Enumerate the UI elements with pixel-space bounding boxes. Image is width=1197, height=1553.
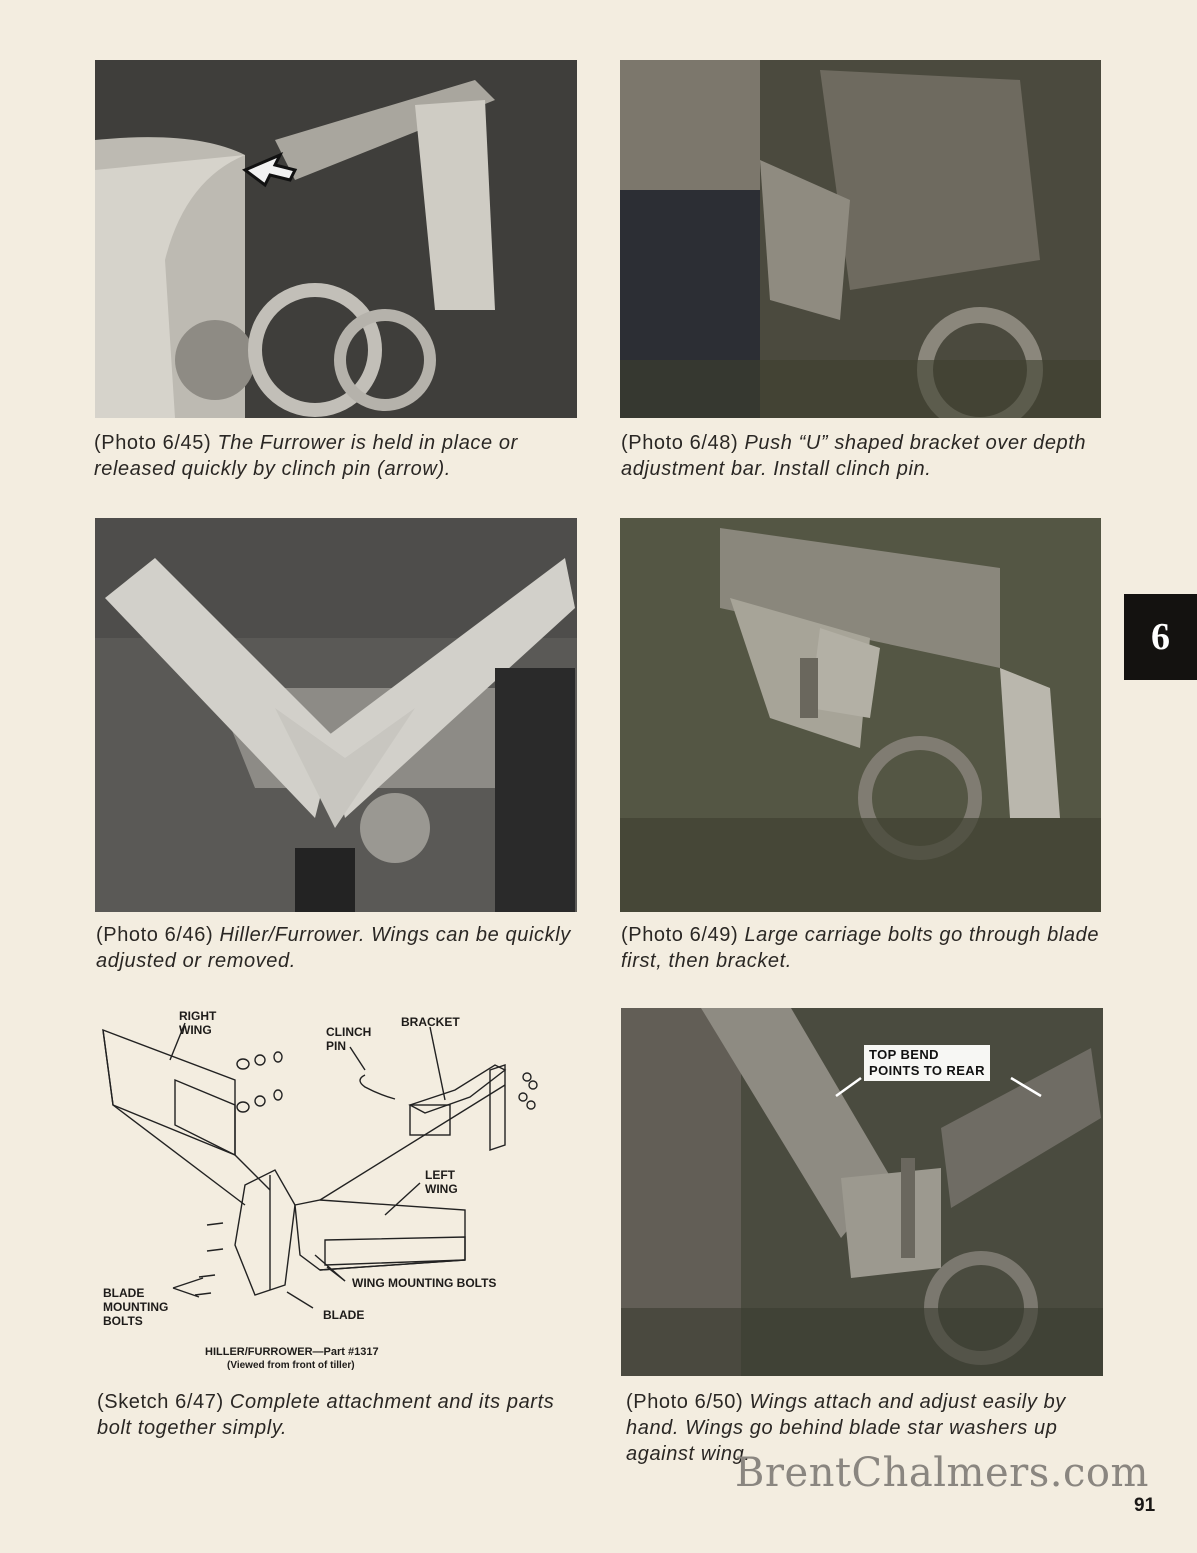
caption-ref: (Sketch 6/47) [97,1391,224,1413]
caption-text: Large carriage bolts go through blade first, then bracket. [621,924,1100,972]
photo-6-45 [95,60,577,418]
label-right-wing [179,1009,216,1037]
caption-text: Complete attachment and its parts bolt together simply. [97,1391,555,1439]
caption-photo-6-46 [96,922,580,974]
label-blade: BLADE [323,1308,365,1322]
caption-ref: (Photo 6/49) [621,924,739,946]
caption-photo-6-45 [94,430,584,482]
caption-photo-6-48 [621,430,1111,482]
caption-ref: (Photo 6/50) [626,1391,744,1413]
photo-6-50 [621,1008,1103,1376]
label-line: BOLTS [103,1314,143,1328]
label-line: CLINCH [326,1025,372,1039]
label-line: MOUNTING [103,1300,169,1314]
photo-6-48 [620,60,1101,418]
sketch-title: HILLER/FURROWER—Part #1317 [205,1346,379,1358]
caption-ref: (Photo 6/48) [621,432,739,454]
sketch-subtitle: (Viewed from front of tiller) [227,1360,355,1371]
section-tab: 6 [1124,594,1197,680]
caption-ref: (Photo 6/46) [96,924,214,946]
photo-6-46 [95,518,577,912]
caption-text: The Furrower is held in place or released quickly by clinch pin (arrow). [94,432,518,480]
label-clinch-pin [326,1025,371,1053]
label-line: RIGHT [179,1009,217,1023]
page-number: 91 [1134,1495,1156,1516]
watermark: BrentChalmers.com [735,1450,1149,1496]
label-wing-mounting-bolts: WING MOUNTING BOLTS [352,1276,497,1290]
caption-text: Hiller/Furrower. Wings can be quickly adjusted or removed. [96,924,571,972]
callout-line: POINTS TO REAR [869,1063,985,1078]
caption-sketch-6-47 [97,1389,583,1441]
label-blade-mounting-bolts [103,1286,168,1328]
label-line: WING [179,1023,212,1037]
photo-6-49 [620,518,1101,912]
caption-text: Wings attach and adjust easily by hand. Wings go behind blade star washers up against wing. [626,1391,1066,1465]
label-left-wing [425,1168,458,1196]
label-line: WING [425,1182,458,1196]
label-line: LEFT [425,1168,455,1182]
callout-line: TOP BEND [869,1047,939,1062]
sketch-6-47-diagram [95,1005,577,1375]
label-line: PIN [326,1039,347,1053]
caption-photo-6-49 [621,922,1111,974]
caption-ref: (Photo 6/45) [94,432,212,454]
caption-text: Push “U” shaped bracket over depth adjustment bar. Install clinch pin. [621,432,1087,480]
label-line: BLADE [103,1286,145,1300]
label-bracket: BRACKET [401,1015,460,1029]
callout-top-bend [864,1045,990,1081]
